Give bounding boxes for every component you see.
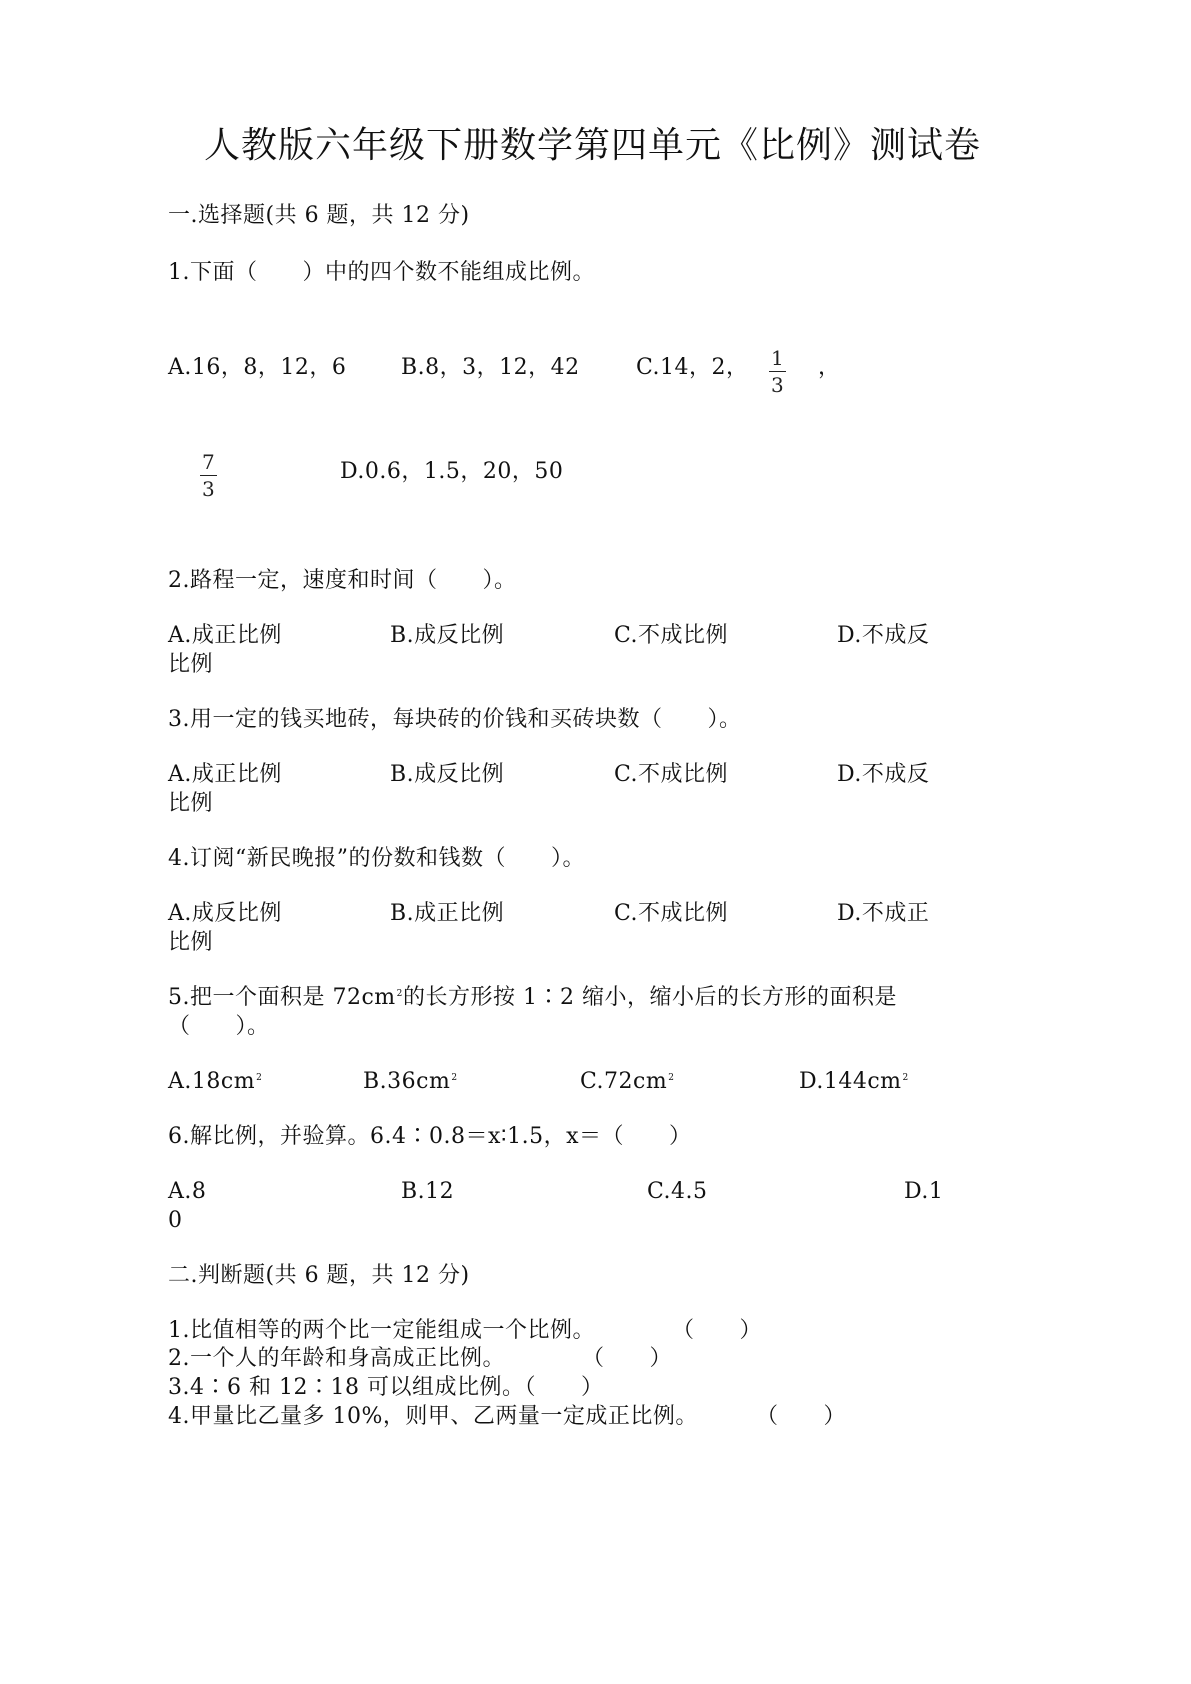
question-2-option-a: A.成正比例 xyxy=(168,623,282,648)
judgement-item-3: 3.4∶6 和 12∶18 可以组成比例。（ ） xyxy=(168,1375,604,1400)
question-5-stem xyxy=(168,987,403,1009)
fraction-numerator: 1 xyxy=(771,346,784,370)
fraction-denominator: 3 xyxy=(202,477,215,501)
judgement-item-4: 4.甲量比乙量多 10%，则甲、乙两量一定成正比例。 xyxy=(168,1404,698,1429)
question-4-option-b: B.成正比例 xyxy=(390,901,505,926)
superscript-2: 2 xyxy=(451,1073,458,1083)
fraction-one-third xyxy=(769,348,786,395)
question-4-option-d: D.不成正 xyxy=(837,901,930,926)
question-1-stem: 1.下面（ ）中的四个数不能组成比例。 xyxy=(168,260,595,285)
question-3-option-d-wrap: 比例 xyxy=(168,791,214,816)
superscript-2: 2 xyxy=(396,989,403,999)
superscript-2: 2 xyxy=(256,1073,263,1083)
question-6-option-d-wrap: 0 xyxy=(168,1208,183,1233)
question-6-option-a: A.8 xyxy=(168,1179,207,1204)
option-text: C.72cm xyxy=(580,1069,668,1094)
option-text: B.36cm xyxy=(363,1069,451,1094)
question-1-option-d: D.0.6，1.5，20，50 xyxy=(340,459,564,484)
judgement-item-2: 2.一个人的年龄和身高成正比例。 xyxy=(168,1346,505,1371)
fraction-bar xyxy=(200,475,217,476)
fraction-numerator: 7 xyxy=(202,450,215,474)
question-1-option-c: C.14，2， xyxy=(636,355,749,380)
question-5-stem-line2: （ ）。 xyxy=(168,1014,270,1039)
question-6-stem: 6.解比例，并验算。6.4∶0.8＝x∶1.5，x＝（ ） xyxy=(168,1124,692,1149)
question-6-option-b: B.12 xyxy=(401,1179,455,1204)
question-1-option-b: B.8，3，12，42 xyxy=(401,355,580,380)
question-3-stem: 3.用一定的钱买地砖，每块砖的价钱和买砖块数（ ）。 xyxy=(168,707,742,732)
option-text: A.18cm xyxy=(168,1069,256,1094)
question-2-option-c: C.不成比例 xyxy=(614,623,729,648)
question-3-option-a: A.成正比例 xyxy=(168,762,282,787)
question-4-option-a: A.成反比例 xyxy=(168,901,282,926)
question-2-option-d: D.不成反 xyxy=(837,623,930,648)
question-6-option-d: D.1 xyxy=(904,1179,944,1204)
answer-paren-1: （ ） xyxy=(672,1318,763,1343)
question-4-stem: 4.订阅“新民晚报”的份数和钱数（ ）。 xyxy=(168,846,585,871)
answer-paren-2: （ ） xyxy=(582,1346,673,1371)
judgement-item-1: 1.比值相等的两个比一定能组成一个比例。 xyxy=(168,1318,595,1343)
superscript-2: 2 xyxy=(668,1073,675,1083)
fraction-seven-thirds xyxy=(200,452,217,499)
question-4-option-c: C.不成比例 xyxy=(614,901,729,926)
question-5-option-d xyxy=(799,1071,909,1093)
question-1-option-a: A.16，8，12，6 xyxy=(168,355,347,380)
page-title: 人教版六年级下册数学第四单元《比例》测试卷 xyxy=(204,125,982,166)
question-5-option-c xyxy=(580,1071,674,1093)
question-5-stem-start: 5.把一个面积是 72cm xyxy=(168,985,396,1010)
superscript-2: 2 xyxy=(902,1073,909,1083)
question-2-option-d-wrap: 比例 xyxy=(168,652,214,677)
question-6-option-c: C.4.5 xyxy=(647,1179,708,1204)
question-5-option-b xyxy=(363,1071,458,1093)
option-text: D.144cm xyxy=(799,1069,902,1094)
fraction-bar xyxy=(769,371,786,372)
answer-paren-4: （ ） xyxy=(756,1404,847,1429)
question-3-option-c: C.不成比例 xyxy=(614,762,729,787)
question-1-option-c-comma: ， xyxy=(818,355,841,380)
question-3-option-d: D.不成反 xyxy=(837,762,930,787)
section-heading-choice: 一.选择题(共 6 题，共 12 分) xyxy=(168,203,470,228)
question-5-option-a xyxy=(168,1071,262,1093)
question-2-option-b: B.成反比例 xyxy=(390,623,505,648)
question-2-stem: 2.路程一定，速度和时间（ ）。 xyxy=(168,568,517,593)
question-5-stem-end: 的长方形按 1∶2 缩小，缩小后的长方形的面积是 xyxy=(403,985,897,1010)
question-3-option-b: B.成反比例 xyxy=(390,762,505,787)
question-4-option-d-wrap: 比例 xyxy=(168,930,214,955)
section-heading-judgement: 二.判断题(共 6 题，共 12 分) xyxy=(168,1263,470,1288)
fraction-denominator: 3 xyxy=(771,373,784,397)
